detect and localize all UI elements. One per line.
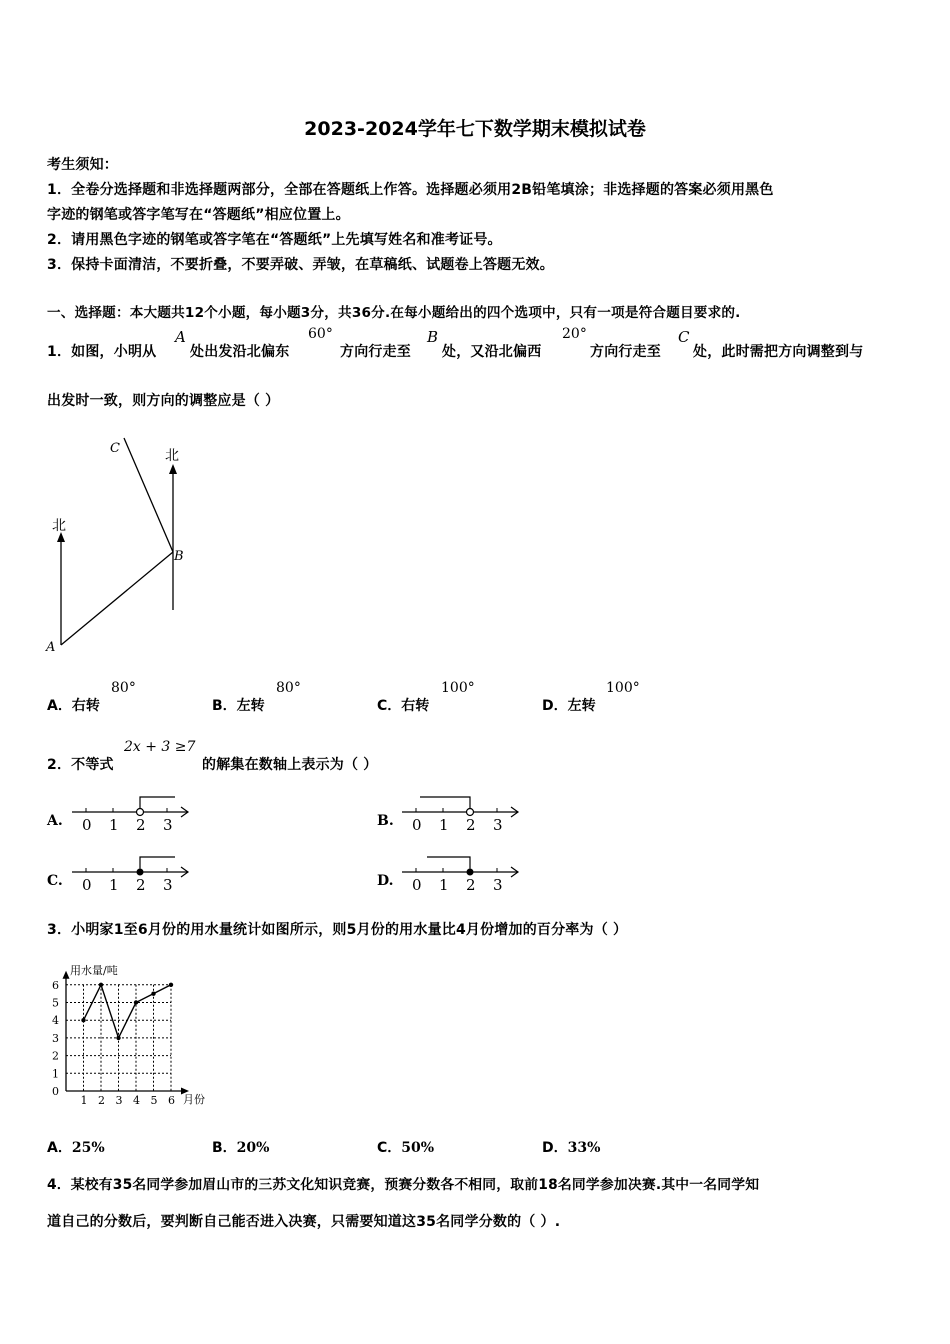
x-tick-label: 3: [115, 1094, 123, 1107]
y-tick-label: 0: [52, 1085, 59, 1098]
y-tick-label: 5: [52, 996, 59, 1010]
page-title: 2023-2024学年七下数学期末模拟试卷: [304, 118, 646, 140]
q1-point-c: C: [678, 328, 690, 346]
data-point: [99, 983, 103, 987]
tick-1: 1: [109, 876, 119, 894]
q1-point-a: A: [175, 328, 186, 346]
x-tick-label: 5: [150, 1094, 158, 1107]
x-tick-label: 1: [80, 1094, 88, 1107]
tick-3: 3: [163, 876, 173, 894]
y-tick-label: 1: [52, 1067, 59, 1081]
option-letter: C．: [377, 698, 402, 714]
fig-label-a: A: [46, 640, 56, 655]
tick-2: 2: [466, 876, 476, 894]
option-text: 右转: [71, 698, 100, 714]
q1-angle-2: 20°: [562, 326, 587, 342]
tick-1: 1: [439, 876, 449, 894]
q1-direction-figure: [40, 430, 200, 655]
option-text: 50%: [401, 1140, 435, 1156]
tick-3: 3: [493, 816, 503, 834]
tick-1: 1: [109, 816, 119, 834]
q1-text-3: 方向行走至: [340, 344, 411, 360]
option-text: 25%: [71, 1140, 105, 1156]
q1-option-d[interactable]: [542, 695, 596, 715]
q1-option-b-degree: 80°: [276, 680, 301, 696]
north-label-a: 北: [52, 518, 66, 534]
segment-ab: [61, 552, 173, 645]
q2-option-a[interactable]: A.: [47, 813, 63, 829]
option-letter: D．: [542, 698, 568, 714]
option-text: 20%: [236, 1140, 270, 1156]
tick-0: 0: [82, 876, 92, 894]
fig-label-c: C: [110, 441, 120, 456]
x-axis-label: 月份: [183, 1093, 205, 1106]
q3-text: 3．小明家1至6月份的用水量统计如图所示，则5月份的用水量比4月份增加的百分率为（ ）: [47, 922, 628, 938]
option-text: 33%: [567, 1140, 601, 1156]
option-text: 左转: [567, 698, 596, 714]
number-line-a: [70, 792, 195, 837]
q3-option-a[interactable]: [47, 1137, 105, 1157]
open-point: [137, 809, 144, 816]
number-line-c: [70, 852, 195, 897]
option-letter: A．: [47, 698, 72, 714]
q4-text-line2: 道自己的分数后，要判断自己能否进入决赛，只需要知道这35名同学分数的（ ）.: [47, 1214, 561, 1230]
tick-1: 1: [439, 816, 449, 834]
tick-0: 0: [412, 876, 422, 894]
q2-option-b[interactable]: B.: [377, 813, 394, 829]
number-line-d: [400, 852, 525, 897]
q1-angle-1: 60°: [308, 326, 333, 342]
option-letter: C．: [377, 1140, 402, 1156]
open-point: [467, 809, 474, 816]
data-point: [151, 991, 155, 995]
tick-3: 3: [493, 876, 503, 894]
q3-option-b[interactable]: [212, 1137, 269, 1157]
tick-3: 3: [163, 816, 173, 834]
y-tick-label: 3: [52, 1031, 59, 1045]
y-axis-label: 用水量/吨: [70, 964, 118, 977]
y-axis-arrowhead: [63, 971, 70, 979]
tick-2: 2: [466, 816, 476, 834]
q1-text-4: 处，又沿北偏西: [442, 344, 542, 360]
section-heading: 一、选择题：本大题共12个小题，每小题3分，共36分.在每小题给出的四个选项中，只有一项是符合题目要求的.: [47, 305, 741, 321]
data-point: [81, 1018, 85, 1022]
data-point: [116, 1036, 120, 1040]
y-tick-label: 6: [52, 978, 59, 992]
q1-option-a-degree: 80°: [111, 680, 136, 696]
option-letter: B．: [212, 698, 237, 714]
q1-text-line2: 出发时一致，则方向的调整应是（ ）: [47, 393, 280, 409]
tick-0: 0: [412, 816, 422, 834]
option-letter: D．: [542, 1140, 568, 1156]
tick-2: 2: [136, 876, 146, 894]
x-tick-label: 2: [98, 1094, 105, 1107]
notice-heading: 考生须知：: [47, 157, 118, 173]
option-text: 左转: [236, 698, 265, 714]
filled-point: [467, 869, 474, 876]
notice-line-1: 1．全卷分选择题和非选择题两部分，全部在答题纸上作答。选择题必须用2B铅笔填涂；非选择题的答案必须用黑色: [47, 182, 774, 198]
option-letter: B．: [212, 1140, 237, 1156]
q1-point-b: B: [427, 328, 439, 346]
series-line: [84, 985, 172, 1038]
q2-text-2: 的解集在数轴上表示为（ ）: [202, 757, 378, 773]
q2-option-d[interactable]: D.: [377, 873, 394, 889]
tick-0: 0: [82, 816, 92, 834]
number-line-b: [400, 792, 525, 837]
q4-text-line1: 4．某校有35名同学参加眉山市的三苏文化知识竞赛，预赛分数各不相同，取前18名同学参加决赛.其中一名同学知: [47, 1177, 760, 1193]
q1-option-b[interactable]: [212, 695, 265, 715]
notice-line-3: 3．保持卡面清洁，不要折叠，不要弄破、弄皱，在草稿纸、试题卷上答题无效。: [47, 257, 554, 273]
option-letter: A．: [47, 1140, 72, 1156]
arrowhead-b: [169, 464, 177, 474]
x-tick-label: 4: [133, 1094, 140, 1107]
q1-option-c-degree: 100°: [441, 680, 475, 696]
q1-option-a[interactable]: [47, 695, 100, 715]
notice-line-2: 2．请用黑色字迹的钢笔或答字笔在“答题纸”上先填写姓名和准考证号。: [47, 232, 502, 248]
y-tick-label: 2: [52, 1049, 59, 1063]
q2-text-1: 2．不等式: [47, 757, 114, 773]
fig-label-b: B: [174, 549, 184, 564]
q1-text-6: 处，此时需把方向调整到与: [693, 344, 864, 360]
q1-text-5: 方向行走至: [590, 344, 661, 360]
tick-2: 2: [136, 816, 146, 834]
q1-option-c[interactable]: [377, 695, 429, 715]
notice-line-1b: 字迹的钢笔或答字笔写在“答题纸”相应位置上。: [47, 207, 350, 223]
y-tick-label: 4: [52, 1014, 59, 1028]
q1-option-d-degree: 100°: [606, 680, 640, 696]
q1-text-2: 处出发沿北偏东: [190, 344, 290, 360]
data-point: [169, 983, 173, 987]
q3-option-d[interactable]: [542, 1137, 600, 1157]
q2-inequality: 2x + 3 ≥7: [124, 739, 196, 755]
water-usage-chart: [40, 960, 220, 1110]
q1-text-1: 1．如图，小明从: [47, 344, 157, 360]
option-text: 右转: [401, 698, 430, 714]
x-tick-label: 6: [168, 1094, 175, 1107]
q2-option-c[interactable]: C.: [47, 873, 63, 889]
q3-option-c[interactable]: [377, 1137, 434, 1157]
north-label-b: 北: [165, 448, 179, 464]
filled-point: [137, 869, 144, 876]
data-point: [134, 1000, 138, 1004]
